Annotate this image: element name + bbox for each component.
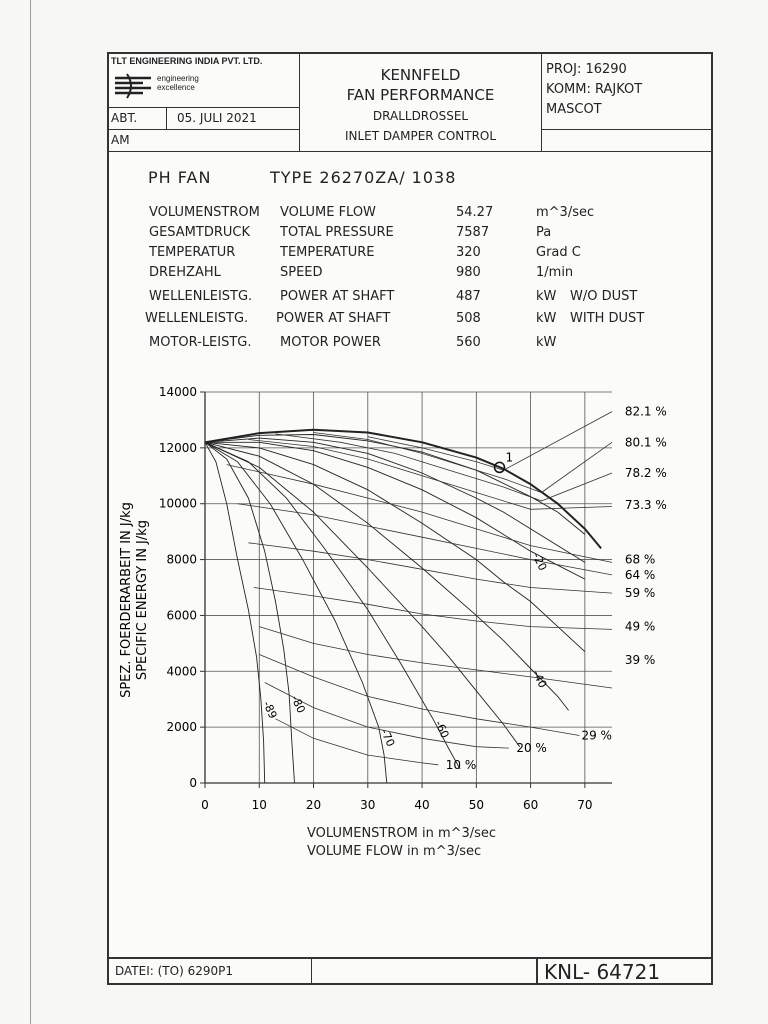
project-number: PROJ: 16290 (546, 62, 627, 77)
tagline-line-2: excellence (157, 83, 195, 92)
spec-label-de: VOLUMENSTROM (149, 205, 260, 220)
spec-label-en: POWER AT SHAFT (280, 289, 395, 304)
fan-name: PH FAN (148, 168, 212, 187)
subtitle-dralldrossel: DRALLDROSSEL (372, 109, 469, 123)
abt-label: ABT. (111, 111, 138, 125)
spec-unit: kW (536, 289, 557, 304)
spec-value: 487 (456, 289, 481, 304)
spec-value: 7587 (456, 225, 490, 240)
damper-curve (205, 442, 265, 783)
damper-angle-label: -60 (432, 718, 452, 741)
damper-curve (205, 442, 585, 651)
footer-file-cell (107, 957, 312, 983)
x-tick-label: 30 (360, 798, 376, 812)
y-tick-label: 2000 (166, 720, 197, 735)
efficiency-label: 49 % (624, 619, 656, 634)
efficiency-curve (259, 627, 612, 691)
x-tick-label: 70 (577, 798, 593, 812)
drawing-number: KNL- 64721 (544, 960, 661, 984)
efficiency-label: 64 % (624, 567, 656, 582)
spec-label-de: GESAMTDRUCK (149, 225, 250, 240)
x-tick-label: 0 (201, 798, 209, 812)
spec-note: W/O DUST (570, 289, 638, 304)
efficiency-label: 29 % (581, 728, 612, 743)
am-label: AM (111, 133, 130, 147)
x-axis-label-de-text: VOLUMENSTROM in m^3/sec (307, 826, 497, 841)
spec-label-de: MOTOR-LEISTG. (149, 335, 252, 350)
y-tick-label: 12000 (158, 440, 197, 455)
y-tick-label: 4000 (166, 664, 197, 679)
damper-curve (205, 442, 520, 746)
y-axis-label-en: SPECIFIC ENERGY IN J/kg (135, 519, 150, 681)
title-fan-performance: FAN PERFORMANCE (346, 86, 495, 104)
file-reference: DATEI: (TO) 6290P1 (115, 964, 233, 978)
footer-blank-cell (312, 957, 536, 983)
spec-note: WITH DUST (570, 311, 645, 326)
footer-drawing-cell (536, 957, 713, 983)
fan-type: TYPE 26270ZA/ 1038 (270, 168, 457, 187)
spec-unit: kW (536, 311, 557, 326)
efficiency-curve (248, 543, 612, 593)
damper-angle-label: -70 (377, 726, 398, 749)
efficiency-label: 78.2 % (624, 465, 667, 480)
spec-label-de: WELLENLEISTG. (145, 311, 249, 326)
x-tick-label: 50 (468, 798, 484, 812)
spec-label-en: TOTAL PRESSURE (280, 225, 394, 240)
spec-unit: m^3/sec (536, 205, 595, 220)
x-tick-label: 60 (522, 798, 539, 812)
y-tick-label: 8000 (166, 552, 197, 567)
efficiency-curve (276, 434, 613, 501)
damper-curve (205, 442, 387, 783)
spec-label-de: DREHZAHL (149, 265, 221, 280)
efficiency-label: 73.3 % (624, 498, 667, 513)
efficiency-label: 59 % (624, 586, 656, 601)
spec-unit: Grad C (536, 245, 581, 260)
spec-label-en: POWER AT SHAFT (276, 311, 391, 326)
y-axis-label-de: SPEZ. FOERDERARBEIT IN J/kg (119, 502, 134, 698)
tagline-line-1: engineering (157, 74, 199, 83)
site-name: MASCOT (546, 102, 602, 117)
efficiency-label: 10 % (445, 757, 477, 772)
spec-label-en: MOTOR POWER (280, 335, 381, 350)
efficiency-curve (238, 504, 612, 575)
y-tick-label: 0 (189, 776, 197, 790)
spec-label-de: WELLENLEISTG. (149, 289, 253, 304)
operating-point-label: 1 (505, 450, 514, 465)
efficiency-curve (276, 719, 439, 765)
spec-value: 320 (456, 245, 481, 260)
damper-angle-label: -89 (260, 698, 280, 721)
spec-value: 560 (456, 335, 481, 350)
spec-label-en: SPEED (280, 265, 323, 280)
spec-label-de: TEMPERATUR (149, 245, 236, 260)
title-kennfeld: KENNFELD (380, 66, 461, 84)
y-tick-label: 10000 (158, 496, 197, 511)
spec-value: 54.27 (456, 205, 494, 220)
efficiency-label: 80.1 % (624, 435, 667, 450)
efficiency-label: 68 % (624, 552, 656, 567)
x-tick-label: 10 (251, 798, 267, 812)
damper-angle-label: -20 (529, 550, 550, 573)
issue-date: 05. JULI 2021 (177, 111, 257, 125)
spec-value: 980 (456, 265, 481, 280)
efficiency-curve (254, 588, 612, 630)
x-tick-label: 20 (305, 798, 322, 812)
damper-angle-label: -40 (529, 668, 550, 691)
spec-unit: Pa (536, 225, 552, 240)
damper-curve (205, 435, 585, 535)
damper-angle-label: -80 (288, 693, 308, 716)
commission: KOMM: RAJKOT (546, 82, 643, 97)
company-name: TLT ENGINEERING INDIA PVT. LTD. (111, 56, 263, 66)
efficiency-label: 20 % (516, 741, 547, 756)
spec-label-en: VOLUME FLOW (280, 205, 376, 220)
spec-value: 508 (456, 311, 481, 326)
y-tick-label: 6000 (166, 608, 197, 623)
efficiency-curve (368, 412, 612, 471)
spec-label-en: TEMPERATURE (280, 245, 375, 260)
subtitle-inlet-damper: INLET DAMPER CONTROL (344, 129, 497, 143)
chart-grid (205, 392, 612, 783)
efficiency-curve (314, 433, 613, 493)
x-tick-label: 40 (414, 798, 430, 812)
y-tick-label: 14000 (158, 385, 197, 399)
x-axis-label-en: VOLUME FLOW in m^3/sec (307, 844, 482, 859)
efficiency-label: 82.1 % (624, 404, 667, 419)
spec-unit: 1/min (536, 265, 574, 280)
spec-unit: kW (536, 335, 557, 350)
efficiency-label: 39 % (624, 653, 656, 668)
